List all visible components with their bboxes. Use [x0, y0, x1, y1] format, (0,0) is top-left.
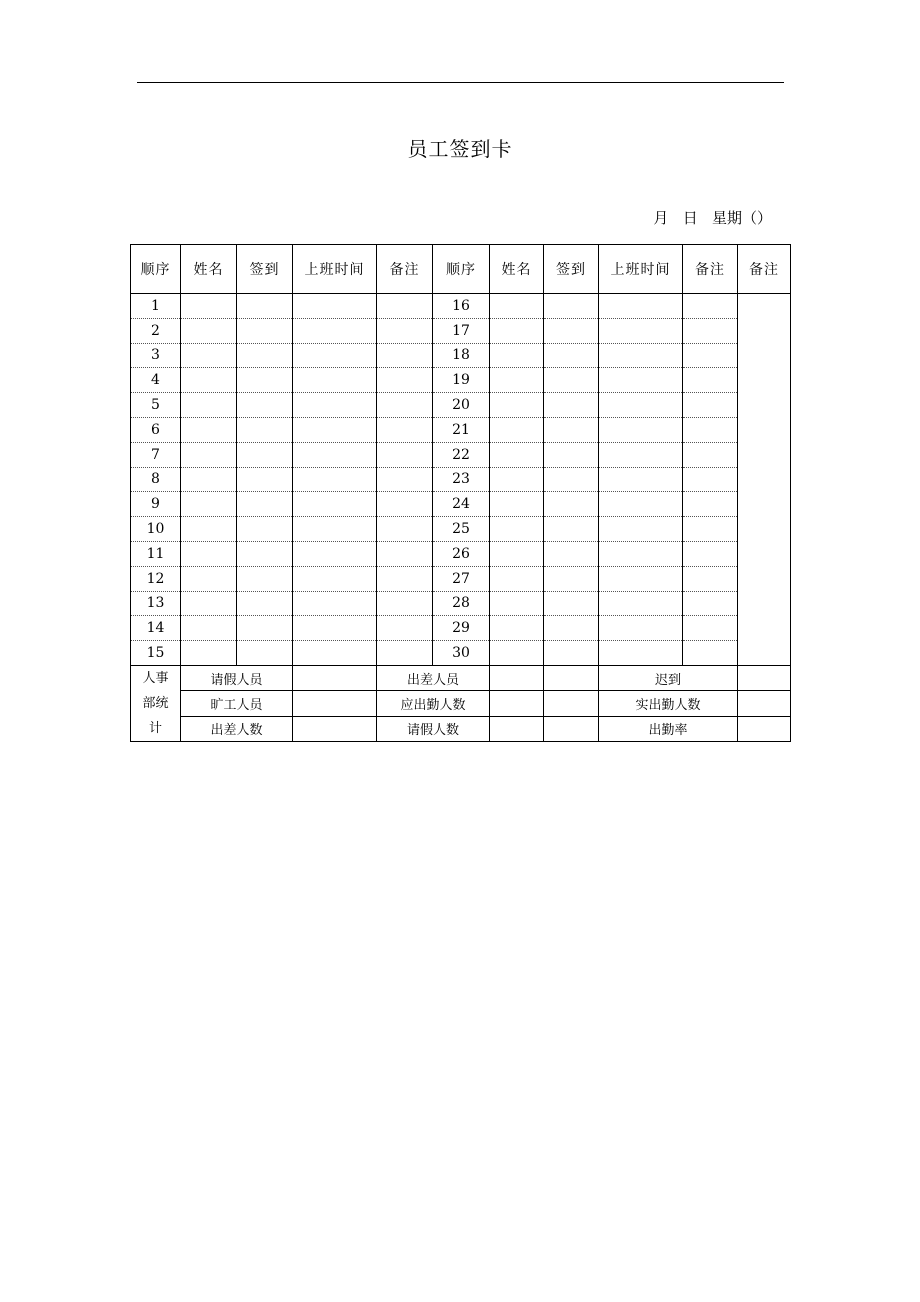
row-number: 22: [433, 442, 490, 467]
remark-cell[interactable]: [377, 442, 433, 467]
table-row: [131, 566, 791, 591]
stats-row: [131, 691, 791, 716]
stats-row: [131, 665, 791, 690]
row-number: 11: [131, 541, 181, 566]
table-row: [131, 442, 791, 467]
sign-cell[interactable]: [237, 318, 293, 343]
row-number: 30: [433, 641, 490, 666]
row-number: 3: [131, 343, 181, 368]
stat-value[interactable]: [544, 665, 599, 690]
stat-label: 出勤率: [599, 716, 738, 741]
page-title: 员工签到卡: [407, 137, 513, 161]
name-cell[interactable]: [181, 517, 237, 542]
sign-cell[interactable]: [544, 318, 599, 343]
sign-cell[interactable]: [237, 517, 293, 542]
date-line: 月 日 星期（）: [653, 209, 772, 227]
time-cell[interactable]: [599, 417, 683, 442]
row-number: 17: [433, 318, 490, 343]
stat-label: 请假人数: [377, 716, 490, 741]
stat-value[interactable]: [738, 665, 791, 690]
time-cell[interactable]: [293, 343, 377, 368]
time-cell[interactable]: [293, 566, 377, 591]
time-cell[interactable]: [599, 591, 683, 616]
sign-cell[interactable]: [544, 517, 599, 542]
sign-cell[interactable]: [237, 294, 293, 319]
sign-in-table: [130, 244, 791, 742]
stat-label: 旷工人员: [181, 691, 293, 716]
time-cell[interactable]: [293, 492, 377, 517]
sign-cell[interactable]: [544, 417, 599, 442]
sign-cell[interactable]: [237, 641, 293, 666]
sign-cell[interactable]: [544, 294, 599, 319]
time-cell[interactable]: [599, 467, 683, 492]
time-cell[interactable]: [293, 591, 377, 616]
name-cell[interactable]: [181, 368, 237, 393]
stat-label: 迟到: [599, 665, 738, 690]
col-header-remark: 备注: [377, 245, 433, 294]
stat-value[interactable]: [490, 716, 544, 741]
sign-cell[interactable]: [237, 393, 293, 418]
time-cell[interactable]: [293, 616, 377, 641]
name-cell[interactable]: [490, 641, 544, 666]
dept-stats-label: [131, 665, 181, 741]
sign-cell[interactable]: [544, 591, 599, 616]
name-cell[interactable]: [181, 318, 237, 343]
name-cell[interactable]: [490, 616, 544, 641]
sign-cell[interactable]: [544, 566, 599, 591]
time-cell[interactable]: [599, 616, 683, 641]
name-cell[interactable]: [490, 294, 544, 319]
remark-cell[interactable]: [377, 517, 433, 542]
col-header-seq: 顺序: [131, 245, 181, 294]
stat-value[interactable]: [293, 665, 377, 690]
remark-cell[interactable]: [683, 492, 738, 517]
remark-cell[interactable]: [683, 467, 738, 492]
time-cell[interactable]: [293, 517, 377, 542]
remark-cell[interactable]: [377, 591, 433, 616]
remark-cell[interactable]: [377, 294, 433, 319]
row-number: 28: [433, 591, 490, 616]
table-row: [131, 641, 791, 666]
sign-cell[interactable]: [544, 541, 599, 566]
row-number: 5: [131, 393, 181, 418]
dept-label-line2: 部统: [142, 695, 169, 711]
table-row: [131, 318, 791, 343]
stat-value[interactable]: [490, 691, 544, 716]
sign-cell[interactable]: [544, 467, 599, 492]
name-cell[interactable]: [490, 566, 544, 591]
name-cell[interactable]: [490, 517, 544, 542]
time-cell[interactable]: [599, 368, 683, 393]
dept-label-line1: 人事: [142, 670, 169, 686]
remark-cell[interactable]: [683, 541, 738, 566]
time-cell[interactable]: [293, 541, 377, 566]
table-row: [131, 541, 791, 566]
row-number: 20: [433, 393, 490, 418]
col-header-remark-2: 备注: [683, 245, 738, 294]
sign-cell[interactable]: [544, 641, 599, 666]
col-header-remark-3: 备注: [738, 245, 791, 294]
remark-cell[interactable]: [377, 343, 433, 368]
name-cell[interactable]: [490, 417, 544, 442]
stat-value[interactable]: [293, 691, 377, 716]
stat-label: 应出勤人数: [377, 691, 490, 716]
name-cell[interactable]: [490, 318, 544, 343]
row-number: 29: [433, 616, 490, 641]
time-cell[interactable]: [599, 294, 683, 319]
time-cell[interactable]: [599, 393, 683, 418]
remark-cell[interactable]: [377, 417, 433, 442]
row-number: 15: [131, 641, 181, 666]
col-header-time: 上班时间: [293, 245, 377, 294]
sign-cell[interactable]: [237, 368, 293, 393]
name-cell[interactable]: [181, 492, 237, 517]
remark-cell[interactable]: [377, 492, 433, 517]
remark-cell[interactable]: [377, 566, 433, 591]
remark-cell[interactable]: [377, 641, 433, 666]
table-row: [131, 343, 791, 368]
name-cell[interactable]: [490, 541, 544, 566]
row-number: 21: [433, 417, 490, 442]
row-number: 12: [131, 566, 181, 591]
time-cell[interactable]: [599, 541, 683, 566]
time-cell[interactable]: [599, 492, 683, 517]
remark-cell[interactable]: [683, 393, 738, 418]
sign-cell[interactable]: [544, 492, 599, 517]
row-number: 6: [131, 417, 181, 442]
row-number: 23: [433, 467, 490, 492]
table-row: [131, 616, 791, 641]
table-row: [131, 368, 791, 393]
col-header-time-2: 上班时间: [599, 245, 683, 294]
name-cell[interactable]: [181, 566, 237, 591]
time-cell[interactable]: [599, 517, 683, 542]
remark-cell[interactable]: [377, 318, 433, 343]
sign-cell[interactable]: [237, 591, 293, 616]
dept-label-line3: 计: [148, 720, 162, 736]
table-row: [131, 417, 791, 442]
table-row: [131, 393, 791, 418]
sign-cell[interactable]: [237, 492, 293, 517]
stat-value[interactable]: [293, 716, 377, 741]
remark-cell[interactable]: [377, 467, 433, 492]
remark-cell[interactable]: [377, 616, 433, 641]
remark-cell[interactable]: [683, 318, 738, 343]
time-cell[interactable]: [599, 566, 683, 591]
header-rule: [137, 82, 784, 83]
table-row: [131, 517, 791, 542]
table-row: [131, 591, 791, 616]
sign-cell[interactable]: [544, 368, 599, 393]
name-cell[interactable]: [181, 294, 237, 319]
sign-cell[interactable]: [544, 442, 599, 467]
row-number: 10: [131, 517, 181, 542]
row-number: 2: [131, 318, 181, 343]
time-cell[interactable]: [293, 442, 377, 467]
remark-cell[interactable]: [683, 591, 738, 616]
table-row: [131, 492, 791, 517]
stat-value[interactable]: [544, 691, 599, 716]
remark-cell[interactable]: [377, 393, 433, 418]
sign-cell[interactable]: [237, 343, 293, 368]
remark-cell[interactable]: [683, 517, 738, 542]
row-number: 26: [433, 541, 490, 566]
stat-value[interactable]: [738, 691, 791, 716]
row-number: 9: [131, 492, 181, 517]
name-cell[interactable]: [490, 467, 544, 492]
row-number: 27: [433, 566, 490, 591]
table-row: [131, 294, 791, 319]
stat-value[interactable]: [738, 716, 791, 741]
sign-cell[interactable]: [544, 343, 599, 368]
row-number: 16: [433, 294, 490, 319]
row-number: 19: [433, 368, 490, 393]
time-cell[interactable]: [599, 343, 683, 368]
stat-label: 出差人数: [181, 716, 293, 741]
row-number: 24: [433, 492, 490, 517]
name-cell[interactable]: [181, 393, 237, 418]
table-row: [131, 467, 791, 492]
remark-cell[interactable]: [683, 343, 738, 368]
header-row: [131, 245, 791, 294]
stat-label: 出差人员: [377, 665, 490, 690]
time-cell[interactable]: [293, 368, 377, 393]
name-cell[interactable]: [181, 343, 237, 368]
remark-merged-cell[interactable]: [738, 294, 791, 666]
col-header-name-2: 姓名: [490, 245, 544, 294]
time-cell[interactable]: [293, 294, 377, 319]
remark-cell[interactable]: [683, 641, 738, 666]
sign-cell[interactable]: [237, 467, 293, 492]
sign-cell[interactable]: [237, 566, 293, 591]
remark-cell[interactable]: [683, 442, 738, 467]
stats-row: [131, 716, 791, 741]
sign-cell[interactable]: [237, 541, 293, 566]
time-cell[interactable]: [599, 442, 683, 467]
row-number: 7: [131, 442, 181, 467]
stat-value[interactable]: [490, 665, 544, 690]
time-cell[interactable]: [293, 467, 377, 492]
remark-cell[interactable]: [683, 368, 738, 393]
row-number: 25: [433, 517, 490, 542]
col-header-seq-2: 顺序: [433, 245, 490, 294]
row-number: 8: [131, 467, 181, 492]
name-cell[interactable]: [181, 442, 237, 467]
time-cell[interactable]: [293, 318, 377, 343]
col-header-sign: 签到: [237, 245, 293, 294]
remark-cell[interactable]: [377, 541, 433, 566]
name-cell[interactable]: [490, 368, 544, 393]
remark-cell[interactable]: [683, 294, 738, 319]
col-header-name: 姓名: [181, 245, 237, 294]
row-number: 13: [131, 591, 181, 616]
remark-cell[interactable]: [683, 417, 738, 442]
name-cell[interactable]: [181, 616, 237, 641]
sign-cell[interactable]: [544, 616, 599, 641]
remark-cell[interactable]: [683, 616, 738, 641]
name-cell[interactable]: [181, 591, 237, 616]
sign-cell[interactable]: [544, 393, 599, 418]
row-number: 14: [131, 616, 181, 641]
row-number: 4: [131, 368, 181, 393]
name-cell[interactable]: [181, 541, 237, 566]
name-cell[interactable]: [490, 591, 544, 616]
name-cell[interactable]: [490, 393, 544, 418]
sign-cell[interactable]: [237, 616, 293, 641]
name-cell[interactable]: [181, 467, 237, 492]
name-cell[interactable]: [181, 417, 237, 442]
name-cell[interactable]: [490, 442, 544, 467]
sign-cell[interactable]: [237, 442, 293, 467]
time-cell[interactable]: [293, 641, 377, 666]
stat-label: 请假人员: [181, 665, 293, 690]
remark-cell[interactable]: [683, 566, 738, 591]
row-number: 18: [433, 343, 490, 368]
time-cell[interactable]: [293, 417, 377, 442]
time-cell[interactable]: [599, 641, 683, 666]
sign-cell[interactable]: [237, 417, 293, 442]
remark-cell[interactable]: [377, 368, 433, 393]
name-cell[interactable]: [490, 492, 544, 517]
time-cell[interactable]: [599, 318, 683, 343]
name-cell[interactable]: [490, 343, 544, 368]
col-header-sign-2: 签到: [544, 245, 599, 294]
time-cell[interactable]: [293, 393, 377, 418]
name-cell[interactable]: [181, 641, 237, 666]
stat-label: 实出勤人数: [599, 691, 738, 716]
stat-value[interactable]: [544, 716, 599, 741]
row-number: 1: [131, 294, 181, 319]
